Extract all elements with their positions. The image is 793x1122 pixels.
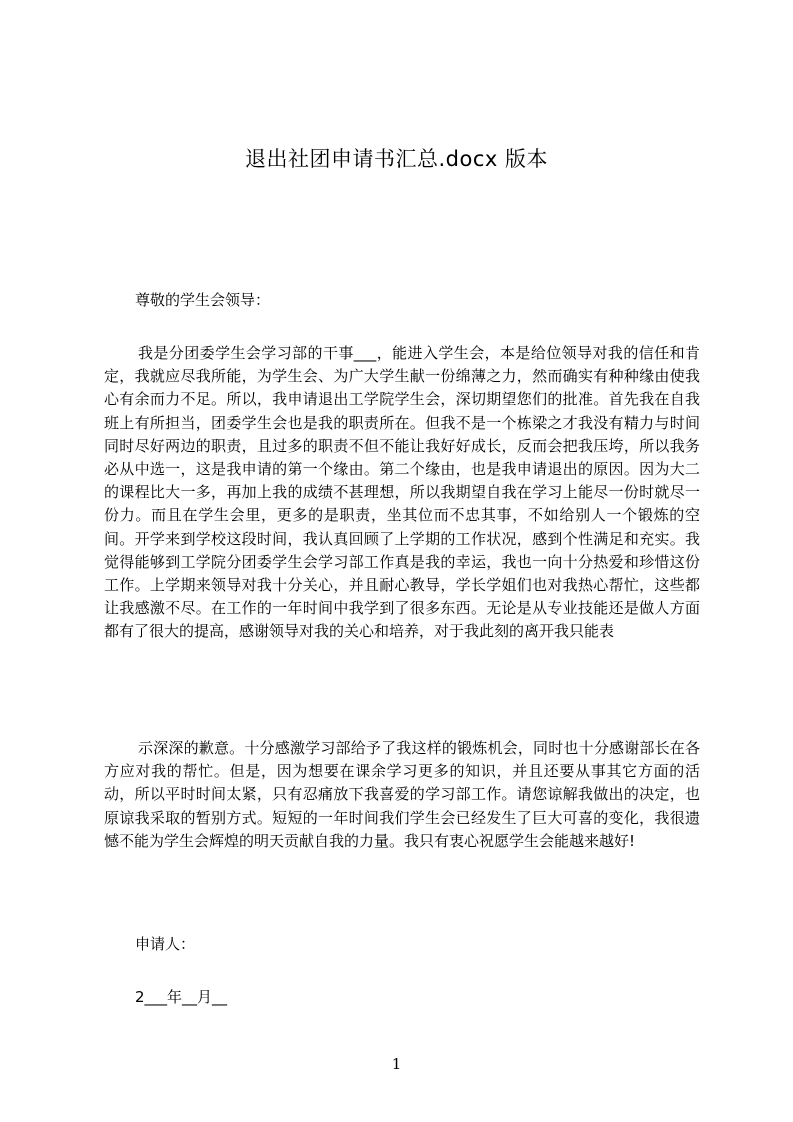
body-paragraph-1: 我是分团委学生会学习部的干事___，能进入学生会，本是给位领导对我的信任和肯定，我就应尽我所能，为学生会、为广大学生献一份绵薄之力，然而确实有种种缘由使我心有余而力不足。所以，我申请退出工学院学生会，深切期望您们的批准。首先我在自我班上有所担当，团委学生会也是我的职责所在。但我不是一个栋梁之才我没有精力与时间同时尽好两边的职责，且过多的职责不但不能让我好好成长，反而会把我压垮，所以我务必从中选一，这是我申请的第一个缘由。第二个缘由，也是我申请退出的原因。因为大二的课程比大一多，再加上我的成绩不甚理想，所以我期望自我在学习上能尽一份时就尽一份力。而且在学生会里，更多的是职责，坐其位而不忠其事，不如给别人一个锻炼的空间。开学来到学校这段时间，我认真回顾了上学期的工作状况，感到个性满足和充实。我觉得能够到工学院分团委学生会学习部工作真是我的幸运，我也一向十分热爱和珍惜这份工作。上学期来领导对我十分关心，并且耐心教导，学长学姐们也对我热心帮忙，这些都让我感激不尽。在工作的一年时间中我学到了很多东西。无论是从专业技能还是做人方面都有了很大的提高，感谢领导对我的关心和培养，对于我此刻的离开我只能表 [104, 344, 700, 641]
applicant-label: 申请人： [135, 935, 196, 953]
page-number: 1 [391, 1055, 402, 1073]
body-paragraph-2: 示深深的歉意。十分感激学习部给予了我这样的锻炼机会，同时也十分感谢部长在各方应对我的帮忙。但是，因为想要在课余学习更多的知识，并且还要从事其它方面的活动，所以平时时间太紧，只有忍痛放下我喜爱的学习部工作。请您谅解我做出的决定，也原谅我采取的暂别方式。短短的一年时间我们学生会已经发生了巨大可喜的变化，我很遗憾不能为学生会辉煌的明天贡献自我的力量。我只有衷心祝愿学生会能越来越好! [104, 739, 700, 850]
date-line: 2___年__月__ [135, 988, 228, 1006]
salutation: 尊敬的学生会领导： [135, 291, 271, 309]
document-title: 退出社团申请书汇总.docx 版本 [244, 147, 548, 171]
